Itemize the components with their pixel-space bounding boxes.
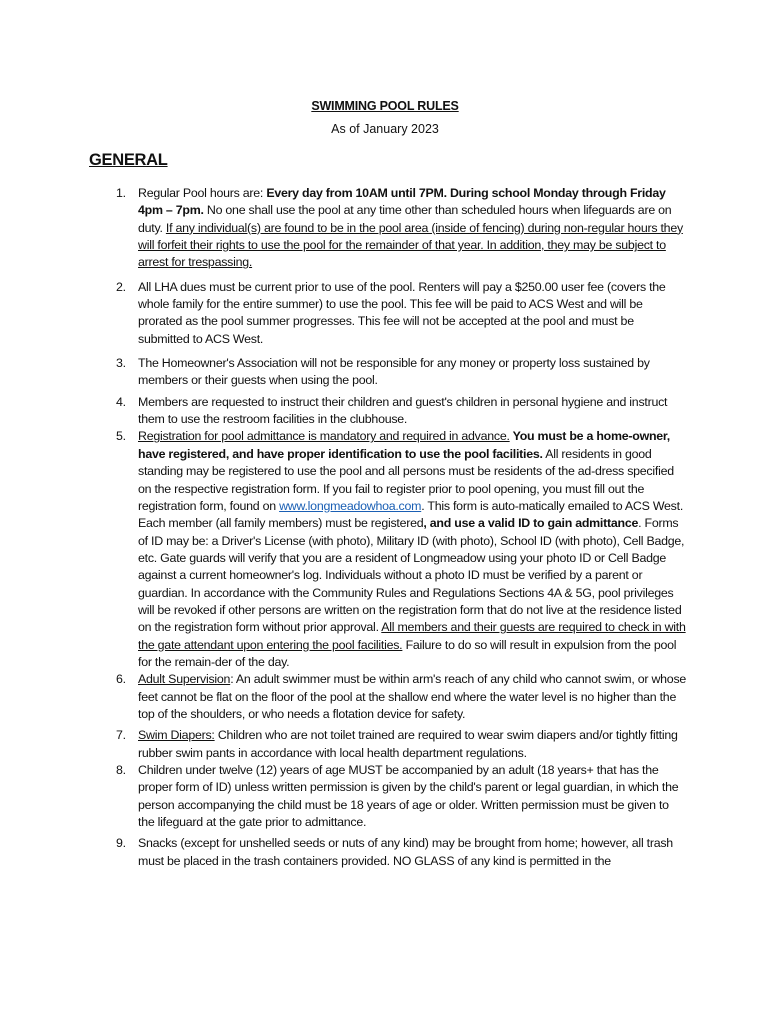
rule-number: 4. bbox=[116, 394, 126, 409]
rule-text-underlined: All members and their guests are required to check in with the gate attendant upon entering the pool facilities. bbox=[138, 620, 686, 652]
rule-text: All LHA dues must be current prior to use of the pool. Renters will pay a $250.00 user fee (covers the whole family for the entire summer) to use the pool. This fee will be paid to ACS West and will be prorated as the pool summer progresses. This fee will not be accepted at the pool and must be submitted to ACS West. bbox=[138, 279, 666, 346]
rule-number: 6. bbox=[116, 672, 126, 687]
rule-text: . This form is auto-matically emailed to ACS West. Each member (all family members) must be registered bbox=[138, 498, 684, 531]
document-subtitle: As of January 2023 bbox=[331, 122, 439, 136]
rule-text-underlined: If any individual(s) are found to be in the pool area (inside of fencing) during non-regular hours they will forfeit their rights to use the pool for the remainder of that year. In addition, they may be subject to arrest for trespassing. bbox=[138, 220, 683, 270]
rule-number: 5. bbox=[116, 429, 126, 444]
rule-text: Failure to do so will result in expulsion from the pool for the remain-der of the day. bbox=[138, 637, 677, 669]
rule-text: . Forms of ID may be: a Driver's License (with photo), Military ID (with photo), School ID (with photo), Cell Badge, etc. Gate guards will verify that you are a resident of Longmeadow using your photo ID or Cell Badge against a current homeowner's log. Individuals without a photo ID must be verified by a parent or guardian. In accordance with the Community Rules and Regulations Sections 4A & 5G, pool privileges will be revoked if other persons are written on the registration form that do not live at the residence listed on the registration form without prior approval. bbox=[138, 516, 685, 635]
rule-text: The Homeowner's Association will not be responsible for any money or property loss sustained by members or their guests when using the pool. bbox=[138, 356, 650, 388]
rule-text: No one shall use the pool at any time other than scheduled hours when lifeguards are on duty. bbox=[138, 203, 672, 235]
rule-item bbox=[104, 762, 688, 831]
rule-item bbox=[104, 185, 688, 272]
rule-text-underlined: Swim Diapers: bbox=[138, 728, 215, 743]
rule-item bbox=[104, 394, 688, 429]
rule-text: All residents in good standing may be registered to use the pool and all persons must be residents of the ad-dress specified on the respective registration form. If you fail to register prior to pool opening, you must fill out the registration form, found on bbox=[138, 446, 674, 513]
rule-item bbox=[104, 355, 688, 390]
rule-text-underlined: Adult Supervision bbox=[138, 672, 231, 687]
rule-number: 8. bbox=[116, 763, 126, 777]
rule-item bbox=[104, 835, 688, 870]
section-heading-general: GENERAL bbox=[89, 151, 168, 169]
rule-number: 7. bbox=[116, 728, 126, 743]
rule-text-bold: , and use a valid ID to gain admittance bbox=[423, 516, 639, 531]
rule-number: 9. bbox=[116, 836, 126, 851]
rule-item bbox=[104, 727, 688, 762]
rule-text: Regular Pool hours are: bbox=[138, 186, 267, 200]
rule-text-bold: You must be a home-owner, have registered, and have proper identification to use the pool facilities. bbox=[138, 429, 670, 461]
rule-item bbox=[104, 428, 688, 671]
hoa-website-link[interactable]: www.longmeadowhoa.com bbox=[279, 498, 422, 513]
rule-number: 1. bbox=[116, 186, 126, 200]
rules-list bbox=[104, 185, 688, 870]
rule-text-bold: Every day from 10AM until 7PM. During school Monday through Friday 4pm – 7pm. bbox=[138, 186, 666, 218]
rule-item bbox=[104, 671, 688, 723]
rule-text: Children who are not toilet trained are required to wear swim diapers and/or tightly fitting rubber swim pants in accordance with local health department regulations. bbox=[138, 728, 678, 760]
rule-number: 2. bbox=[116, 279, 126, 294]
document-title: SWIMMING POOL RULES bbox=[311, 99, 459, 113]
rule-text: Snacks (except for unshelled seeds or nuts of any kind) may be brought from home; however, all trash must be placed in the trash containers provided. NO GLASS of any kind is permitted in the bbox=[138, 836, 673, 868]
rule-item bbox=[104, 279, 688, 348]
rule-text: Children under twelve (12) years of age MUST be accompanied by an adult (18 years+ that has the proper form of ID) unless written permission is given by the child's parent or legal guardian, in which the person accompanying the child must be 18 years of age or older. Written permission must be given to the lifeguard at the gate prior to admittance. bbox=[138, 763, 679, 830]
rule-text: Members are requested to instruct their children and guest's children in personal hygiene and instruct them to use the restroom facilities in the clubhouse. bbox=[138, 394, 668, 427]
rule-text: : An adult swimmer must be within arm's reach of any child who cannot swim, or whose feet cannot be flat on the floor of the pool at the shallow end where the water level is no higher than the top of the shoulders, or who needs a flotation device for safety. bbox=[138, 672, 687, 721]
rule-text-underlined: Registration for pool admittance is mandatory and required in advance. bbox=[138, 429, 510, 444]
rule-number: 3. bbox=[116, 356, 126, 371]
